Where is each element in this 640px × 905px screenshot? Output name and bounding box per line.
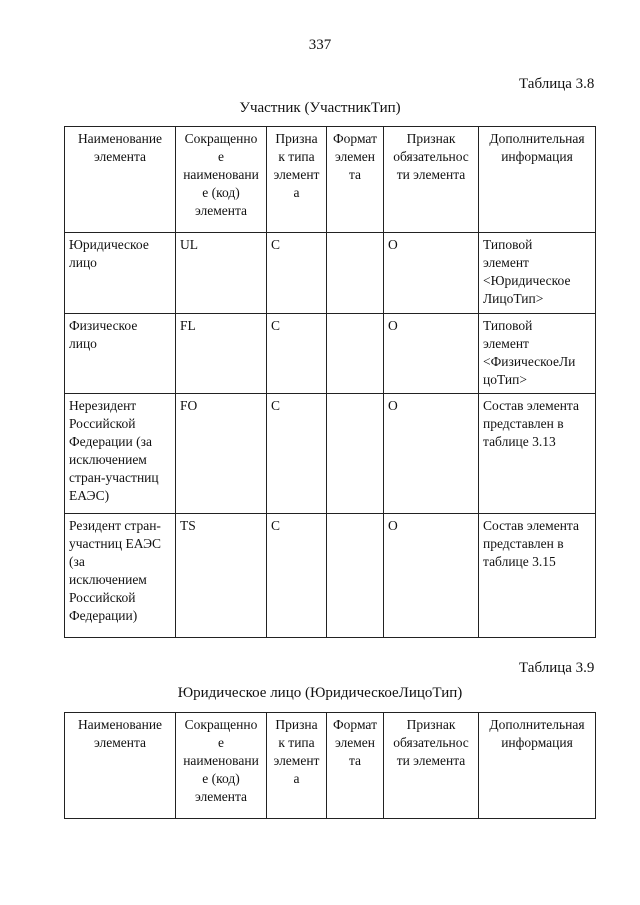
row-info: Состав элемента представлен в таблице 3.15 (479, 514, 596, 638)
row-format (327, 394, 384, 514)
header-name: Наименование элемента (65, 127, 176, 233)
table-3-9-caption: Юридическое лицо (ЮридическоеЛицоТип) (177, 685, 463, 701)
header-type: Призна к типа элемент а (267, 713, 327, 819)
row-type: C (267, 514, 327, 638)
row-name: Физическое лицо (65, 314, 176, 394)
row-format (327, 233, 384, 314)
table-row (65, 233, 596, 314)
table-3-9 (64, 712, 596, 819)
table-3-8-header-row (65, 127, 596, 233)
table-row (65, 314, 596, 394)
row-required: O (384, 394, 479, 514)
header-required: Признак обязательнос ти элемента (384, 713, 479, 819)
row-format (327, 314, 384, 394)
row-required: O (384, 514, 479, 638)
row-name: Резидент стран- участниц ЕАЭС (за исключением Российской Федерации) (65, 514, 176, 638)
table-row (65, 394, 596, 514)
row-code: TS (176, 514, 267, 638)
header-name: Наименование элемента (65, 713, 176, 819)
page-number: 337 (308, 37, 332, 53)
table-row (65, 514, 596, 638)
row-code: FO (176, 394, 267, 514)
header-type: Призна к типа элемент а (267, 127, 327, 233)
table-3-8-caption: Участник (УчастникТип) (239, 100, 401, 116)
row-type: C (267, 394, 327, 514)
row-type: C (267, 314, 327, 394)
header-required: Признак обязательнос ти элемента (384, 127, 479, 233)
table-3-8-label: Таблица 3.8 (519, 76, 595, 92)
row-code: FL (176, 314, 267, 394)
header-format: Формат элемен та (327, 127, 384, 233)
header-format: Формат элемен та (327, 713, 384, 819)
row-required: O (384, 233, 479, 314)
row-code: UL (176, 233, 267, 314)
header-code: Сокращенно е наименовани е (код) элемента (176, 713, 267, 819)
table-3-9-label: Таблица 3.9 (519, 660, 595, 676)
table-3-9-header-row (65, 713, 596, 819)
row-name: Юридическое лицо (65, 233, 176, 314)
row-format (327, 514, 384, 638)
row-type: C (267, 233, 327, 314)
row-name: Нерезидент Российской Федерации (за исключением стран-участниц ЕАЭС) (65, 394, 176, 514)
row-info: Состав элемента представлен в таблице 3.13 (479, 394, 596, 514)
header-info: Дополнительная информация (479, 713, 596, 819)
row-info: Типовой элемент <ФизическоеЛи цоТип> (479, 314, 596, 394)
row-info: Типовой элемент <Юридическое ЛицоТип> (479, 233, 596, 314)
header-code: Сокращенно е наименовани е (код) элемента (176, 127, 267, 233)
row-required: O (384, 314, 479, 394)
table-3-8 (64, 126, 596, 638)
header-info: Дополнительная информация (479, 127, 596, 233)
